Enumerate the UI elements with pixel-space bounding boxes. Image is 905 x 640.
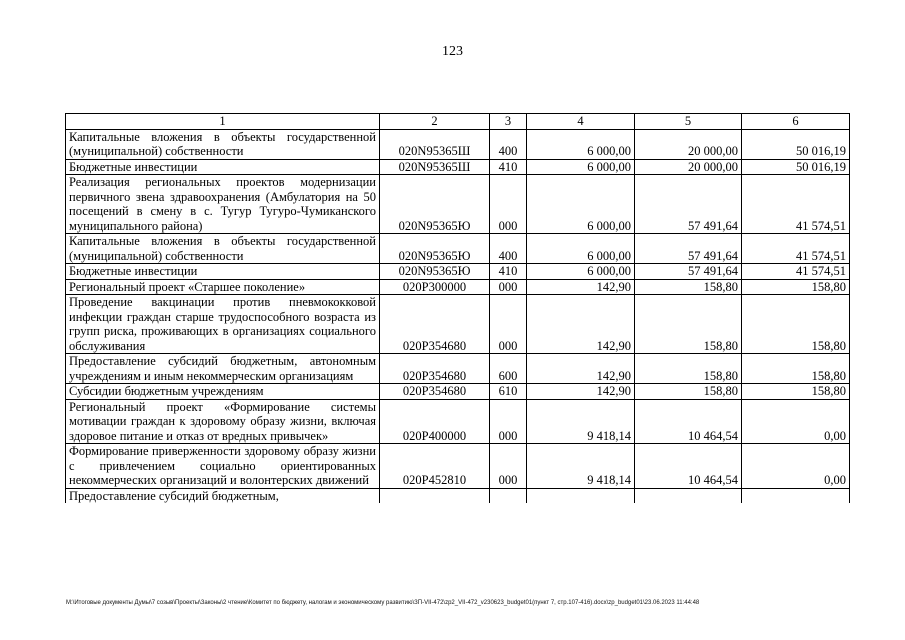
row-code: 020P300000 — [380, 279, 490, 295]
row-amount-1: 6 000,00 — [527, 264, 635, 280]
row-code: 020P354680 — [380, 384, 490, 400]
header-col-5: 5 — [635, 114, 742, 130]
row-name: Бюджетные инвестиции — [66, 264, 380, 280]
row-expense-type: 410 — [490, 264, 527, 280]
header-col-4: 4 — [527, 114, 635, 130]
row-amount-1: 6 000,00 — [527, 175, 635, 234]
row-expense-type: 000 — [490, 175, 527, 234]
row-amount-2: 158,80 — [635, 295, 742, 354]
row-name: Проведение вакцинации против пневмококковой инфекции граждан старше трудоспособного возраста из групп риска, проживающих в организациях социального обслуживания — [66, 295, 380, 354]
row-amount-2 — [635, 488, 742, 503]
row-code: 020P354680 — [380, 354, 490, 384]
row-expense-type: 000 — [490, 279, 527, 295]
row-amount-1: 9 418,14 — [527, 399, 635, 444]
header-col-2: 2 — [380, 114, 490, 130]
row-name: Капитальные вложения в объекты государственной (муниципальной) собственности — [66, 129, 380, 159]
row-amount-2: 57 491,64 — [635, 175, 742, 234]
row-amount-3: 41 574,51 — [742, 175, 850, 234]
row-name: Бюджетные инвестиции — [66, 159, 380, 175]
row-name: Капитальные вложения в объекты государственной (муниципальной) собственности — [66, 234, 380, 264]
row-amount-3: 50 016,19 — [742, 129, 850, 159]
header-col-3: 3 — [490, 114, 527, 130]
budget-table — [65, 113, 850, 503]
row-code — [380, 488, 490, 503]
table-row — [66, 234, 850, 264]
row-amount-3: 158,80 — [742, 384, 850, 400]
row-code: 020N95365Ю — [380, 264, 490, 280]
row-name: Предоставление субсидий бюджетным, автономным учреждениям и иным некоммерческим организациям — [66, 354, 380, 384]
table-row — [66, 399, 850, 444]
header-col-1: 1 — [66, 114, 380, 130]
table-row — [66, 279, 850, 295]
row-amount-3: 158,80 — [742, 295, 850, 354]
row-name: Региональный проект «Старшее поколение» — [66, 279, 380, 295]
row-amount-3: 41 574,51 — [742, 264, 850, 280]
row-expense-type — [490, 488, 527, 503]
row-amount-1: 142,90 — [527, 295, 635, 354]
page-number: 123 — [442, 44, 463, 59]
row-amount-1: 6 000,00 — [527, 159, 635, 175]
row-amount-3 — [742, 488, 850, 503]
table-body — [66, 129, 850, 503]
row-amount-3: 0,00 — [742, 399, 850, 444]
row-amount-3: 41 574,51 — [742, 234, 850, 264]
row-amount-1: 6 000,00 — [527, 234, 635, 264]
row-amount-2: 158,80 — [635, 279, 742, 295]
row-amount-3: 0,00 — [742, 444, 850, 489]
row-name: Региональный проект «Формирование системы мотивации граждан к здоровому образу жизни, включая здоровое питание и отказ от вредных привычек» — [66, 399, 380, 444]
table-row — [66, 295, 850, 354]
row-expense-type: 400 — [490, 234, 527, 264]
row-code: 020P354680 — [380, 295, 490, 354]
row-name: Предоставление субсидий бюджетным, — [66, 488, 380, 503]
row-amount-3: 50 016,19 — [742, 159, 850, 175]
row-name: Формирование приверженности здоровому образу жизни с привлечением социально ориентированных некоммерческих организаций и волонтерских движений — [66, 444, 380, 489]
table-row — [66, 264, 850, 280]
row-amount-1: 142,90 — [527, 279, 635, 295]
row-amount-3: 158,80 — [742, 354, 850, 384]
row-amount-1: 9 418,14 — [527, 444, 635, 489]
row-code: 020N95365Ю — [380, 234, 490, 264]
header-col-6: 6 — [742, 114, 850, 130]
row-amount-2: 20 000,00 — [635, 129, 742, 159]
row-code: 020N95365Ш — [380, 129, 490, 159]
table-row — [66, 175, 850, 234]
row-amount-2: 158,80 — [635, 354, 742, 384]
row-expense-type: 000 — [490, 295, 527, 354]
row-expense-type: 400 — [490, 129, 527, 159]
row-amount-1 — [527, 488, 635, 503]
row-name: Реализация региональных проектов модернизации первичного звена здравоохранения (Амбулатория на 50 посещений в смену в с. Тугур Тугуро-Чумиканского муниципального района) — [66, 175, 380, 234]
row-amount-2: 57 491,64 — [635, 264, 742, 280]
row-amount-1: 142,90 — [527, 384, 635, 400]
row-code: 020N95365Ю — [380, 175, 490, 234]
header-row — [66, 114, 850, 130]
table-row — [66, 384, 850, 400]
row-expense-type: 410 — [490, 159, 527, 175]
row-expense-type: 600 — [490, 354, 527, 384]
row-expense-type: 000 — [490, 444, 527, 489]
table-row-partial — [66, 488, 850, 503]
row-amount-3: 158,80 — [742, 279, 850, 295]
table-row — [66, 129, 850, 159]
row-expense-type: 000 — [490, 399, 527, 444]
footer-file-path: M:\Итоговые документы Думы\7 созыв\Проекты\Законы\2 чтение\Комитет по бюджету, налогам и экономическому развитию\ЗП-VII-472\zp2_VII-472_v230623_budget01(пункт 7, стр.107-416).docx\zp_budget01\23.06.2023 11:44:48 — [66, 600, 700, 606]
row-amount-2: 20 000,00 — [635, 159, 742, 175]
table-row — [66, 444, 850, 489]
row-amount-2: 10 464,54 — [635, 444, 742, 489]
row-amount-2: 158,80 — [635, 384, 742, 400]
row-amount-1: 142,90 — [527, 354, 635, 384]
row-amount-2: 57 491,64 — [635, 234, 742, 264]
table-row — [66, 354, 850, 384]
table-row — [66, 159, 850, 175]
table-header — [66, 114, 850, 130]
row-expense-type: 610 — [490, 384, 527, 400]
row-code: 020P452810 — [380, 444, 490, 489]
row-amount-2: 10 464,54 — [635, 399, 742, 444]
row-code: 020P400000 — [380, 399, 490, 444]
row-name: Субсидии бюджетным учреждениям — [66, 384, 380, 400]
row-code: 020N95365Ш — [380, 159, 490, 175]
row-amount-1: 6 000,00 — [527, 129, 635, 159]
